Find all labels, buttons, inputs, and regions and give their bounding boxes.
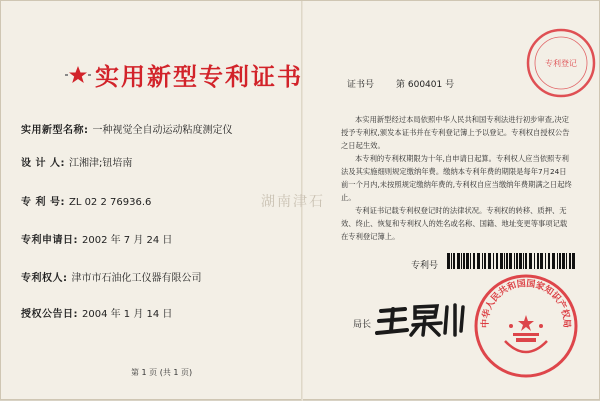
barcode-bar	[461, 253, 462, 269]
barcode-bar	[523, 253, 524, 269]
field-value: ZL 02 2 76936.6	[68, 197, 152, 208]
field-patent-number	[21, 193, 151, 208]
barcode-bar	[470, 253, 471, 269]
barcode-bar	[562, 253, 565, 269]
barcode-bar	[488, 253, 491, 269]
barcode-bar	[493, 253, 494, 269]
barcode-bar	[545, 253, 546, 269]
barcode-bar	[466, 253, 469, 269]
barcode-bar	[504, 253, 505, 269]
barcode-bar	[540, 253, 543, 269]
barcode-bar	[559, 253, 561, 269]
barcode-bar	[447, 253, 450, 269]
registration-seal-icon	[525, 27, 597, 99]
director-signature-icon	[371, 297, 467, 339]
big-seal-text: 中华人民共和国国家知识产权局	[480, 279, 572, 329]
field-value: 2004 年 1 月 14 日	[82, 309, 173, 320]
certificate-number-value: 第 600401 号	[396, 80, 455, 90]
barcode-bar	[529, 253, 532, 269]
certificate-title: 实用新型专利证书	[95, 62, 303, 91]
barcode-bar	[557, 253, 558, 269]
barcode-bar	[534, 253, 535, 269]
page-footer: 第 1 页 (共 1 页)	[131, 368, 193, 377]
barcode-bar	[453, 253, 455, 269]
barcode-bar	[451, 253, 452, 269]
body-paragraph: 本专利的专利权期限为十年,自申请日起算。专利权人应当依照专利法及其实施细则规定缴纳年费。缴纳本专利年费的期限是每年7月24日前一个月内,未按照规定缴纳年费的,专利权自应当缴纳年费期满之日起终止。	[341, 154, 572, 202]
barcode-bar	[506, 253, 508, 269]
field-utility-model-name	[21, 121, 233, 136]
barcode-bar	[566, 253, 567, 269]
barcode-bar	[482, 253, 483, 269]
body-paragraph: 本实用新型经过本局依照中华人民共和国专利法进行初步审查,决定授予专利权,颁发本证书并在专利登记簿上予以登记。专利权自授权公告之日起生效。	[341, 115, 570, 150]
field-label: 设 计 人:	[21, 158, 65, 169]
barcode-bar	[484, 253, 486, 269]
barcode-bar	[514, 253, 515, 269]
barcode-bar	[572, 253, 575, 269]
national-ip-office-seal-icon	[471, 271, 581, 381]
barcode-label: 专利号	[411, 261, 439, 271]
barcode-bar	[569, 253, 571, 269]
barcode-bar	[519, 253, 522, 269]
barcode-bar	[516, 253, 518, 269]
certificate-number	[347, 77, 454, 90]
field-patentee	[21, 269, 202, 284]
top-seal-text: 专利登记	[545, 59, 577, 68]
barcode-bar	[477, 253, 480, 269]
certificate-number-label: 证书号	[347, 80, 375, 90]
field-label: 实用新型名称:	[21, 125, 89, 136]
field-value: 一种视觉全自动运动粘度测定仪	[92, 125, 233, 136]
barcode-bar	[496, 253, 498, 269]
field-designer	[21, 154, 132, 169]
director-label: 局长	[353, 320, 372, 330]
barcode-bar	[509, 253, 512, 269]
field-value: 江湘津;钮培南	[68, 158, 133, 169]
field-value: 津市市石油化工仪器有限公司	[71, 273, 202, 284]
barcode-bar	[500, 253, 503, 269]
field-label: 专 利 号:	[21, 197, 65, 208]
field-label: 专利申请日:	[21, 235, 78, 246]
barcode-bar	[473, 253, 475, 269]
barcode-bar	[457, 253, 460, 269]
barcode-bar	[525, 253, 527, 269]
barcode-bar	[463, 253, 465, 269]
red-star-emblem-icon	[65, 65, 91, 85]
field-label: 专利权人:	[21, 273, 68, 284]
field-application-date	[21, 231, 172, 246]
barcode-bar	[537, 253, 539, 269]
certificate-body-text	[341, 113, 573, 243]
barcode-bar	[548, 253, 550, 269]
body-paragraph: 专利证书记载专利权登记时的法律状况。专利权的转移、质押、无效、终止、恢复和专利权人的姓名或名称、国籍、地址变更等事项记载在专利登记簿上。	[341, 206, 568, 241]
barcode-bar	[552, 253, 555, 269]
watermark: 湖南津石	[261, 194, 325, 210]
field-value: 2002 年 7 月 24 日	[82, 235, 173, 246]
field-grant-date	[21, 305, 172, 320]
barcode-icon	[447, 253, 577, 269]
field-label: 授权公告日:	[21, 309, 78, 320]
